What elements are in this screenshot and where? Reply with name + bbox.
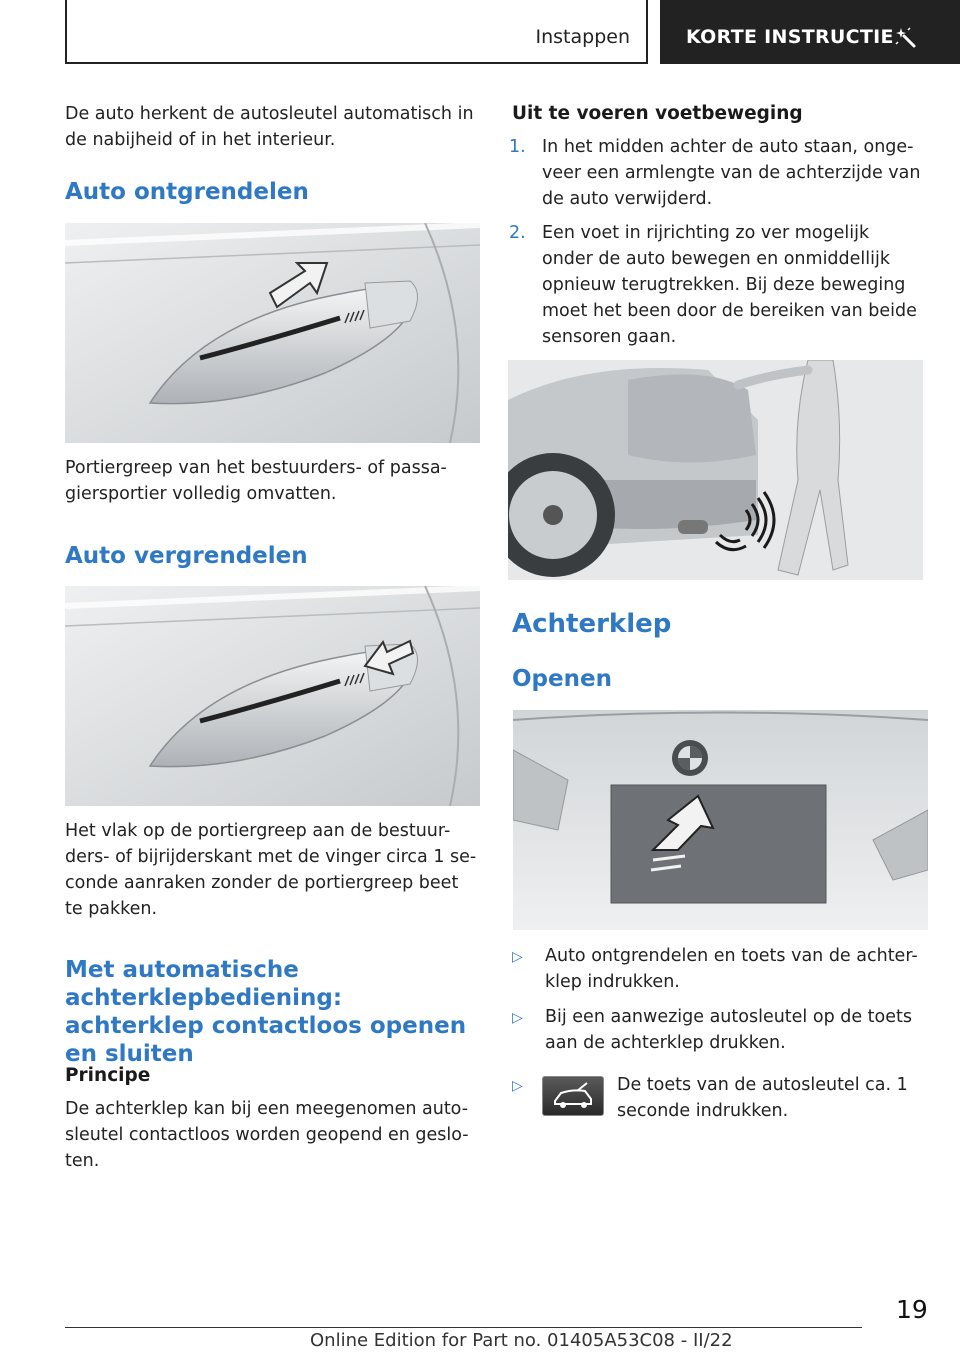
step-text: In het midden achter de auto staan, onge-veer een armlengte van de achterzijde van de auto verwijderd. xyxy=(542,137,921,209)
list-item xyxy=(512,1072,922,1124)
door-handle-lock-illustration xyxy=(65,586,480,806)
bullet-marker: ▷ xyxy=(512,1078,523,1094)
bullet-text: Auto ontgrendelen en toets van de achter-klep indrukken. xyxy=(545,946,918,992)
list-item xyxy=(509,134,924,212)
open-heading: Openen xyxy=(512,666,612,692)
bullet-marker: ▷ xyxy=(512,949,523,965)
open-instructions-list xyxy=(512,943,922,1124)
unlock-text: Portiergreep van het bestuurders- of passa-giersportier volledig omvatten. xyxy=(65,458,447,504)
step-number: 2. xyxy=(509,223,526,243)
foot-gesture-illustration xyxy=(508,360,923,580)
lock-heading: Auto vergrendelen xyxy=(65,543,308,569)
section-title: Instappen xyxy=(535,26,630,48)
movement-steps xyxy=(509,134,924,358)
list-item xyxy=(512,943,922,995)
footer-divider xyxy=(65,1327,862,1328)
header-section-box xyxy=(65,0,648,64)
sparkle-pointer-icon xyxy=(892,24,918,50)
principle-text: De achterklep kan bij een meegenomen auto-sleutel contactloos worden geopend en geslo-ten. xyxy=(65,1099,469,1171)
step-text: Een voet in rijrichting zo ver mogelijk onder de auto bewegen en onmiddellijk opnieuw terugtrekken. Bij deze beweging moet het been door de bereiken van beide sensoren gaan. xyxy=(542,223,917,347)
tailgate-key-icon xyxy=(542,1076,604,1116)
unlock-heading: Auto ontgrendelen xyxy=(65,179,309,205)
bullet-marker: ▷ xyxy=(512,1010,523,1026)
footer-edition: Online Edition for Part no. 01405A53C08 - II/22 xyxy=(310,1330,733,1351)
auto-tailgate-heading: Met automatische achterklepbediening: achterklep contactloos openen en sluiten xyxy=(65,957,467,1067)
door-handle-unlock-illustration xyxy=(65,223,480,443)
principle-heading: Principe xyxy=(65,1065,151,1086)
lock-text: Het vlak op de portiergreep aan de bestuur-ders- of bijrijderskant met de vinger circa 1 se-conde aanraken zonder de portiergreep beet te pakken. xyxy=(65,821,477,919)
page-number: 19 xyxy=(896,1295,928,1324)
bullet-text: De toets van de autosleutel ca. 1 seconde indrukken. xyxy=(617,1075,908,1121)
header-chapter-tab[interactable] xyxy=(660,0,960,64)
movement-heading: Uit te voeren voetbeweging xyxy=(512,103,803,124)
bullet-text: Bij een aanwezige autosleutel op de toets aan de achterklep drukken. xyxy=(545,1007,912,1053)
list-item xyxy=(512,1004,922,1056)
intro-text: De auto herkent de autosleutel automatisch in de nabijheid of in het interieur. xyxy=(65,104,474,150)
list-item xyxy=(509,220,924,350)
chapter-title: KORTE INSTRUCTIE xyxy=(686,26,894,48)
tailgate-button-illustration xyxy=(513,710,928,930)
tailgate-heading: Achterklep xyxy=(512,609,672,639)
step-number: 1. xyxy=(509,137,526,157)
